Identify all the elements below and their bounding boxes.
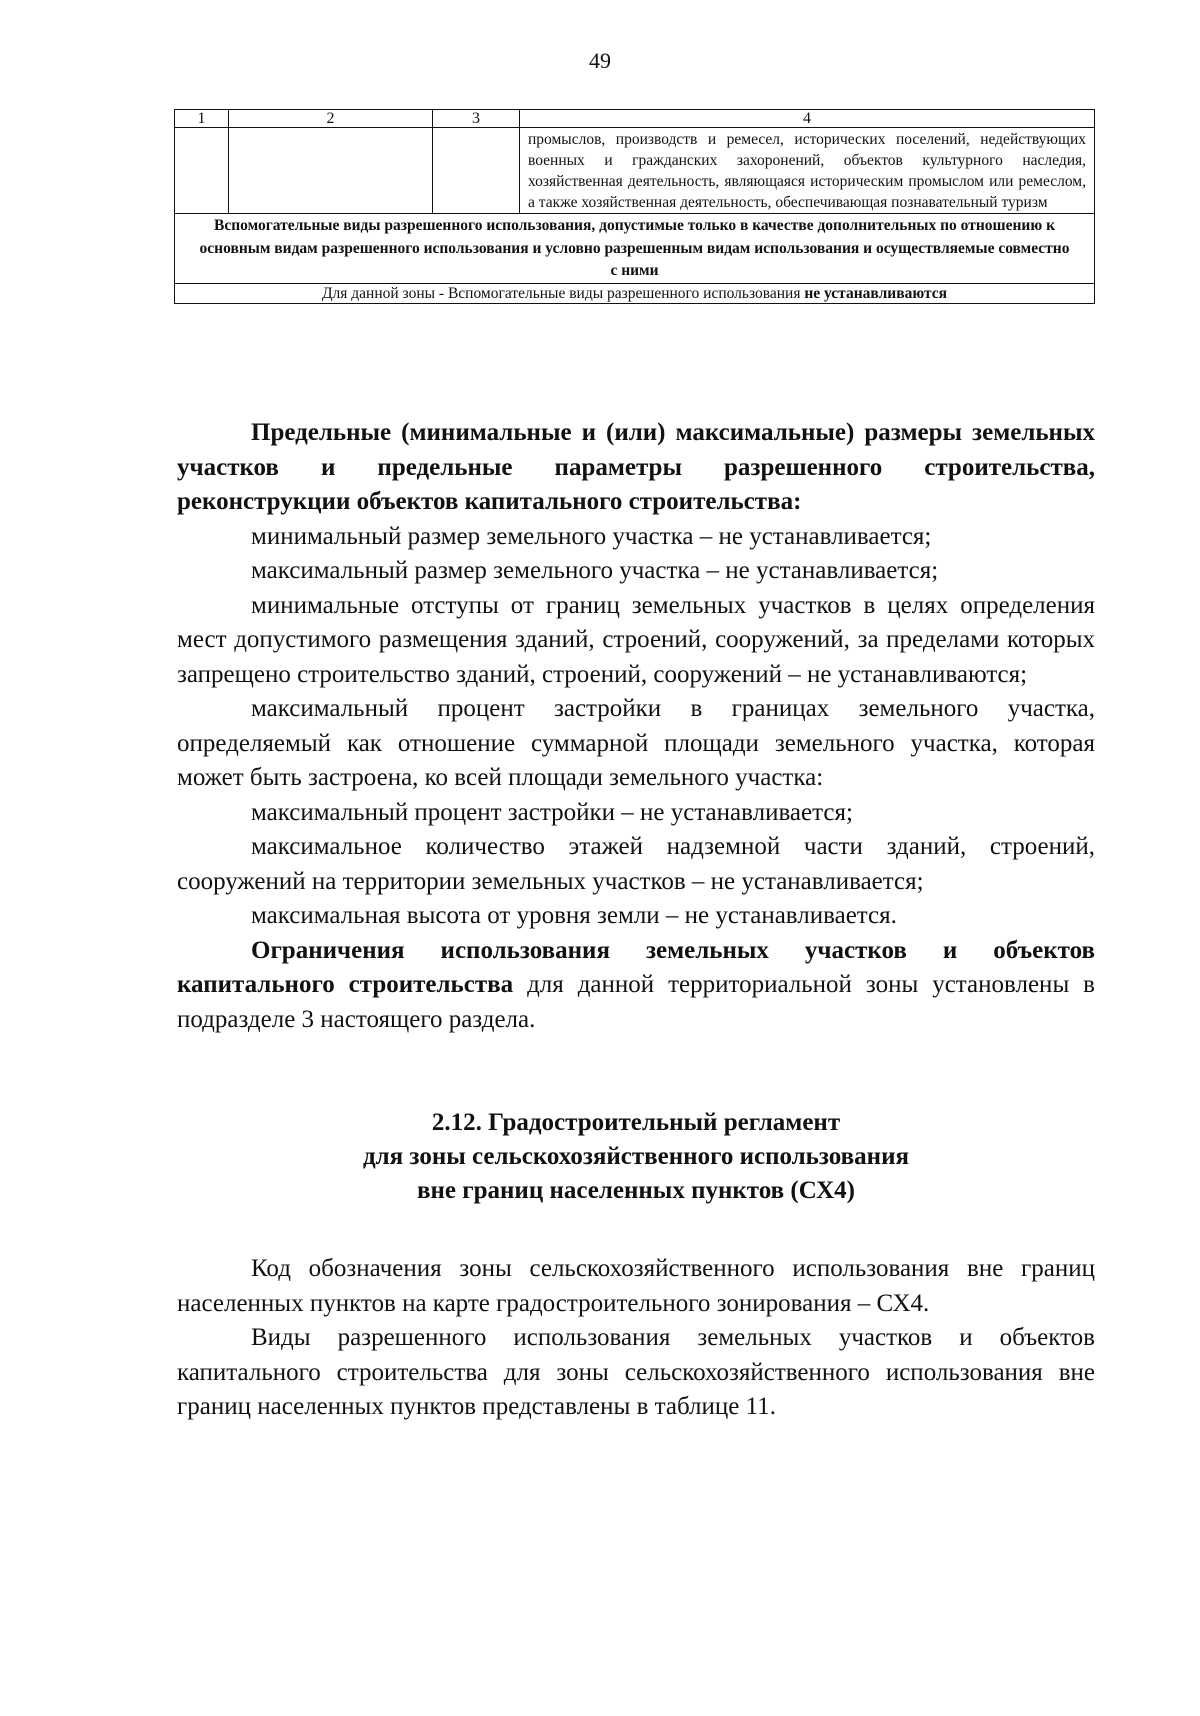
restrictions-paragraph [177,934,1095,1038]
column-header-4: 4 [520,110,1095,128]
section-title-line: вне границ населенных пунктов (СХ4) [417,1177,855,1204]
limits-heading: Предельные (минимальные и (или) максимальные) размеры земельных участков и предельные параметры разрешенного строительства, реконструкции объектов капитального строительства: [177,419,1095,515]
table-cell-empty [433,128,520,214]
auxiliary-uses-note [175,283,1095,303]
table-row [175,128,1095,214]
restrictions-rest: для данной территориальной зоны установлены в подразделе 3 настоящего раздела. [177,971,1095,1033]
table-cell-empty [175,128,229,214]
zone-section [177,1252,1095,1425]
section-title [177,1106,1095,1208]
limits-item: максимальный размер земельного участка – не устанавливается; [251,557,939,584]
table-cell-description: промыслов, производств и ремесел, исторических поселений, недействующих военных и гражданских захоронений, объектов культурного наследия, хозяйственная деятельность, являющаяся историческим промыслом или ремеслом, а также хозяйственная деятельность, обеспечивающая познавательный туризм [520,128,1095,214]
auxiliary-uses-header: Вспомогательные виды разрешенного использования, допустимые только в качестве дополнительных по отношению к основным видам разрешенного использования и условно разрешенным видам использования и осуществляемые совместно с ними [175,214,1095,284]
auxiliary-uses-note-text: Для данной зоны - Вспомогательные виды разрешенного использования [321,284,801,302]
auxiliary-uses-note-bold: не устанавливаются [804,284,948,302]
zone-uses-paragraph: Виды разрешенного использования земельных участков и объектов капитального строительства для зоны сельскохозяйственного использования вне границ населенных пунктов представлены в таблице 11. [177,1324,1095,1420]
auxiliary-uses-header-row [175,214,1095,284]
limits-item: минимальные отступы от границ земельных участков в целях определения мест допустимого размещения зданий, строений, сооружений, за пределами которых запрещено строительство зданий, строений, сооружений – не устанавливаются; [177,591,1095,688]
zone-code-paragraph: Код обозначения зоны сельскохозяйственного использования вне границ населенных пунктов на карте градостроительного зонирования – СХ4. [177,1255,1095,1317]
limits-item: минимальный размер земельного участка – не устанавливается; [251,522,932,550]
limits-item: максимальный процент застройки – не устанавливается; [251,798,853,826]
column-header-3: 3 [433,110,520,128]
column-header-2: 2 [229,110,433,128]
land-use-table [174,109,1095,304]
restrictions-bold: Ограничения использования земельных участков и объектов капитального строительства [177,936,1095,998]
limits-item: максимальный процент застройки в границах земельного участка, определяемый как отношение суммарной площади земельного участка, которая может быть застроена, ко всей площади земельного участка: [177,695,1095,791]
table-cell-empty [229,128,433,214]
limits-item: максимальное количество этажей надземной части зданий, строений, сооружений на территории земельных участков – не устанавливается; [177,833,1095,895]
column-header-1: 1 [175,110,229,128]
section-title-line: для зоны сельскохозяйственного использования [362,1143,910,1170]
auxiliary-uses-note-row [175,283,1095,303]
section-title-line: 2.12. Градостроительный регламент [431,1109,841,1136]
limits-item: максимальная высота от уровня земли – не устанавливается. [251,902,897,929]
table-header-row [175,110,1095,128]
limits-section [177,416,1095,1037]
page-number: 49 [589,48,611,73]
